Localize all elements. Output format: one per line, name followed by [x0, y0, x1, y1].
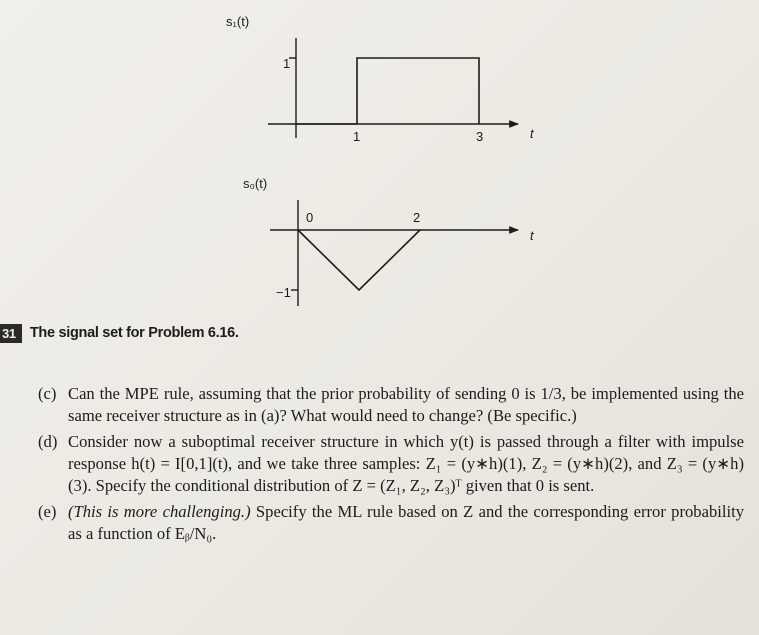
part-e-body: Specify the ML rule based on Z and the corresponding error probability as a function of Eᵦ/N₀. [68, 502, 744, 543]
part-d-text [68, 431, 744, 497]
part-e-lead: (This is more challenging.) [68, 502, 251, 521]
part-d [38, 431, 744, 497]
s0-tick-2: 2 [413, 210, 421, 225]
s0-tick-neg1: −1 [276, 285, 291, 300]
figure-number: 31 [0, 324, 22, 343]
part-e-text [68, 501, 744, 545]
s0-waveform [298, 230, 420, 290]
problem-parts [38, 383, 744, 549]
s1-tick-x-1: 1 [353, 129, 361, 144]
s1-waveform [296, 58, 479, 124]
s0-tick-0: 0 [306, 210, 314, 225]
figure-caption-text: The signal set for Problem 6.16. [29, 325, 239, 341]
s0-label: s₀(t) [243, 176, 268, 191]
part-d-tag: (d) [38, 432, 58, 451]
part-c [38, 383, 744, 427]
s1-plot [268, 38, 518, 138]
part-c-text [68, 383, 744, 427]
s1-label: s₁(t) [226, 14, 250, 29]
part-c-body: Can the MPE rule, assuming that the prior probability of sending 0 is 1/3, be implemented using the same receiver structure as in (a)? What would need to change? (Be specific.) [68, 384, 744, 425]
figure-caption [0, 322, 239, 344]
s1-tick-x-3: 3 [476, 129, 484, 144]
s0-axis-t-label: t [530, 228, 534, 243]
part-c-tag: (c) [38, 384, 57, 403]
part-e-tag: (e) [38, 502, 57, 521]
part-e [38, 501, 744, 545]
s1-axis-t-label: t [530, 126, 534, 141]
part-d-body: Consider now a suboptimal receiver structure in which y(t) is passed through a filter with impulse response h(t) = I[0,1](t), and we take three samples: Z₁ = (y∗h)(1), Z₂ = (y∗h)(2), and Z₃ = (y∗h)(3). Specify the conditional distribution of Z = (Z₁, Z₂, Z₃)ᵀ given that 0 is sent. [68, 432, 744, 495]
s1-tick-y-1: 1 [283, 56, 291, 71]
